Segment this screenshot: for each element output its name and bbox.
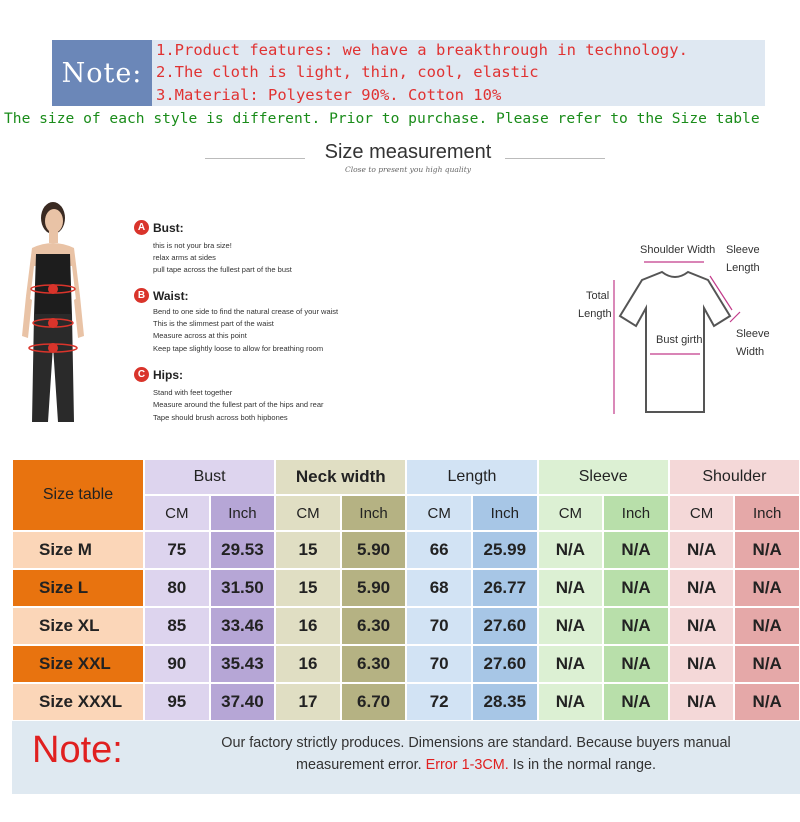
badge-c: C [134,367,149,382]
feature-line-1: 1.Product features: we have a breakthrough in technology. [156,41,688,59]
table-cell: 6.30 [341,607,407,645]
size-label: Size M [12,531,144,569]
table-cell: 15 [275,569,341,607]
table-cell: 5.90 [341,569,407,607]
subheader-inch: Inch [210,495,276,531]
waist-note: Keep tape slightly loose to allow for breathing room [153,344,324,353]
hips-note: Tape should brush across both hipbones [153,413,288,422]
table-cell: N/A [669,569,735,607]
table-cell: 75 [144,531,210,569]
measurement-title: Size measurement [324,141,492,163]
table-cell: N/A [603,569,669,607]
badge-b: B [134,288,149,303]
size-table [12,459,800,721]
table-cell: N/A [538,531,604,569]
bottom-note-line-2 [162,757,790,773]
table-cell: 72 [406,683,472,721]
bottom-note-line-2a: measurement error. [296,757,422,773]
sleeve-length-label-2: Length [726,262,760,274]
header-shoulder: Shoulder [669,459,800,495]
sleeve-width-label: Sleeve [736,328,770,340]
table-cell: N/A [734,569,800,607]
feature-line-3: 3.Material: Polyester 90%. Cotton 10% [156,86,502,104]
table-cell: N/A [538,607,604,645]
waist-note: Measure across at this point [153,331,247,340]
subheader-cm: CM [538,495,604,531]
table-cell: N/A [538,645,604,683]
measurement-instructions [134,220,394,430]
subheader-cm: CM [406,495,472,531]
table-cell: 27.60 [472,645,538,683]
subheader-inch: Inch [603,495,669,531]
bust-note: this is not your bra size! [153,241,232,250]
table-cell: N/A [603,683,669,721]
table-cell: 33.46 [210,607,276,645]
table-cell: 70 [406,645,472,683]
table-cell: 85 [144,607,210,645]
table-cell: 80 [144,569,210,607]
table-cell: N/A [734,531,800,569]
subheader-inch: Inch [734,495,800,531]
sleeve-width-label-2: Width [736,346,765,358]
header-sleeve: Sleeve [538,459,669,495]
table-cell: 25.99 [472,531,538,569]
table-cell: N/A [734,607,800,645]
model-figure [10,196,96,424]
header-neck-width: Neck width [275,459,406,495]
size-label: Size XL [12,607,144,645]
subheader-inch: Inch [341,495,407,531]
subheader-inch: Inch [472,495,538,531]
table-cell: 15 [275,531,341,569]
table-cell: N/A [734,645,800,683]
product-features-box [152,40,765,106]
table-cell: 66 [406,531,472,569]
table-cell: 90 [144,645,210,683]
bust-note: pull tape across the fullest part of the bust [153,265,292,274]
hips-note: Measure around the fullest part of the hips and rear [153,400,324,409]
header-bust: Bust [144,459,275,495]
table-cell: 95 [144,683,210,721]
total-length-label: Total [586,290,610,302]
bust-note: relax arms at sides [153,253,216,262]
subheader-cm: CM [669,495,735,531]
error-range: Error 1-3CM. [425,757,509,773]
waist-note: This is the slimmest part of the waist [153,319,274,328]
subheader-cm: CM [144,495,210,531]
table-cell: 5.90 [341,531,407,569]
table-cell: 27.60 [472,607,538,645]
table-cell: 6.30 [341,645,407,683]
subheader-cm: CM [275,495,341,531]
table-cell: N/A [669,683,735,721]
waist-heading: Waist: [153,289,189,303]
hips-note: Stand with feet together [153,388,233,397]
table-cell: 35.43 [210,645,276,683]
bust-heading: Bust: [153,221,184,235]
size-label: Size L [12,569,144,607]
table-cell: N/A [734,683,800,721]
measurement-subtitle: Close to present you high quality [345,165,471,174]
size-label: Size XXL [12,645,144,683]
table-cell: 29.53 [210,531,276,569]
table-cell: 16 [275,607,341,645]
size-table-corner: Size table [12,459,144,531]
table-cell: 68 [406,569,472,607]
table-cell: 26.77 [472,569,538,607]
hips-heading: Hips: [153,368,183,382]
shoulder-width-label: Shoulder Width [640,244,716,256]
tshirt-diagram [580,236,770,426]
table-cell: 70 [406,607,472,645]
badge-a: A [134,220,149,235]
bust-girth-label: Bust girth [656,334,703,346]
table-cell: N/A [538,569,604,607]
size-warning: The size of each style is different. Prior to purchase. Please refer to the Size table [4,110,760,127]
waist-note: Bend to one side to find the natural crease of your waist [153,307,339,316]
table-cell: N/A [669,645,735,683]
table-cell: N/A [669,607,735,645]
table-cell: N/A [603,607,669,645]
table-cell: 16 [275,645,341,683]
sleeve-length-label: Sleeve [726,244,760,256]
table-cell: 37.40 [210,683,276,721]
bottom-note-label: Note: [32,729,123,771]
table-cell: N/A [603,645,669,683]
table-cell: 31.50 [210,569,276,607]
bottom-note-line-2b: Is in the normal range. [512,757,656,773]
header-length: Length [406,459,537,495]
bottom-note-line-1: Our factory strictly produces. Dimensions are standard. Because buyers manual [221,735,731,751]
table-cell: 6.70 [341,683,407,721]
bottom-note [12,721,800,794]
note-label: Note: [52,40,152,106]
table-cell: N/A [538,683,604,721]
table-cell: N/A [603,531,669,569]
table-cell: N/A [669,531,735,569]
size-label: Size XXXL [12,683,144,721]
feature-line-2: 2.The cloth is light, thin, cool, elastic [156,63,539,81]
table-cell: 28.35 [472,683,538,721]
total-length-label-2: Length [578,308,612,320]
table-cell: 17 [275,683,341,721]
